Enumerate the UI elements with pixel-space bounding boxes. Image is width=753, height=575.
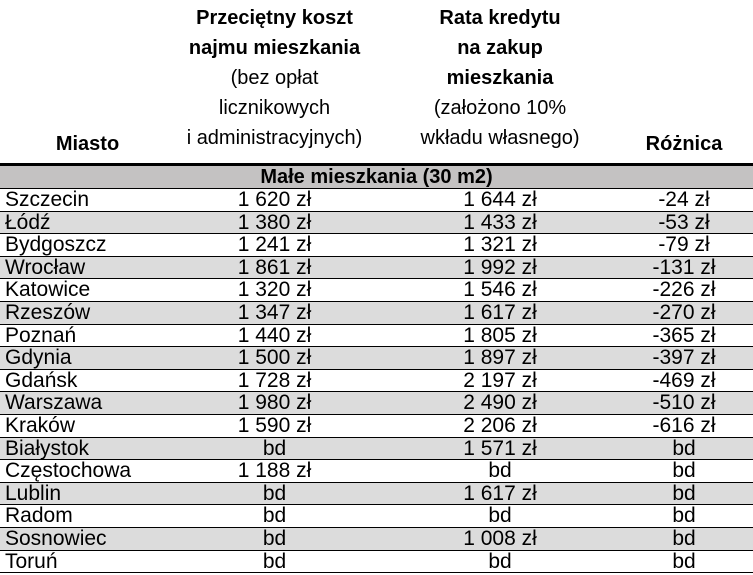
header-rent-line5: i administracyjnych) [186, 127, 363, 149]
cell-difference: bd [672, 436, 696, 460]
cell-difference: bd [672, 459, 696, 483]
table-row [0, 189, 753, 212]
header-loan-line5: wkładu własnego) [420, 127, 580, 149]
table-row [0, 438, 753, 461]
cell-rent: 1 320 zł [237, 278, 312, 302]
cell-loan: 1 644 zł [463, 188, 537, 211]
cell-city: Gdańsk [5, 368, 78, 392]
cell-difference: -270 zł [652, 300, 716, 324]
cell-rent: bd [262, 481, 287, 505]
cell-city: Kraków [5, 413, 76, 437]
cell-difference: -616 zł [652, 413, 716, 437]
cell-rent: 1 188 zł [237, 459, 312, 483]
cell-rent: 1 590 zł [237, 413, 312, 437]
cell-loan: 1 617 zł [463, 481, 537, 505]
table-row [0, 392, 753, 415]
cell-city: Poznań [5, 323, 77, 347]
header-loan-line2: na zakup [457, 37, 543, 59]
cell-city: Białystok [5, 436, 90, 460]
cell-difference: bd [672, 481, 696, 505]
table-row [0, 234, 753, 257]
cell-city: Toruń [5, 549, 58, 573]
table-row [0, 551, 753, 574]
cell-city: Gdynia [5, 346, 72, 370]
table-row [0, 370, 753, 393]
table-body [0, 189, 753, 573]
cell-loan: 1 433 zł [463, 210, 537, 234]
cell-loan: 1 805 zł [463, 323, 537, 347]
cell-difference: bd [672, 504, 696, 528]
cell-difference: -365 zł [652, 323, 716, 347]
header-difference: Różnica [645, 133, 723, 155]
cell-loan: 2 490 zł [463, 391, 537, 415]
cell-loan: bd [488, 549, 512, 573]
table-row [0, 257, 753, 280]
cell-city: Radom [5, 504, 73, 528]
cell-loan: 1 008 zł [463, 526, 537, 550]
header-loan-line1: Rata kredytu [439, 7, 561, 29]
cell-rent: 1 980 zł [237, 391, 312, 415]
header-loan-line4: (założono 10% [433, 97, 567, 119]
cell-rent: bd [262, 436, 287, 460]
section-title: Małe mieszkania (30 m2) [0, 166, 753, 189]
cell-loan: 1 617 zł [463, 300, 537, 324]
header-rent [152, 3, 397, 153]
cell-city: Częstochowa [5, 459, 132, 483]
cell-rent: bd [262, 526, 287, 550]
table-row [0, 483, 753, 506]
header-loan [385, 3, 615, 153]
cell-difference: bd [672, 549, 696, 573]
table-row [0, 212, 753, 235]
cell-city: Sosnowiec [5, 526, 107, 550]
header-rent-line4: licznikowych [218, 97, 331, 119]
cell-rent: 1 380 zł [237, 210, 312, 234]
cell-difference: -510 zł [652, 391, 716, 415]
cell-city: Bydgoszcz [5, 233, 107, 257]
cell-difference: -53 zł [658, 210, 710, 234]
cell-difference: -226 zł [652, 278, 716, 302]
cell-rent: 1 861 zł [237, 255, 312, 279]
cell-rent: 1 440 zł [237, 323, 312, 347]
cell-loan: 2 206 zł [463, 413, 537, 437]
header-rent-line1: Przeciętny koszt [196, 7, 353, 29]
cell-difference: -469 zł [652, 368, 716, 392]
table-row [0, 347, 753, 370]
cell-rent: 1 241 zł [237, 233, 312, 257]
header-city: Miasto [55, 133, 120, 155]
cell-loan: 1 321 zł [463, 233, 537, 257]
cell-rent: 1 500 zł [237, 346, 312, 370]
cell-city: Warszawa [5, 391, 103, 415]
cell-difference: -79 zł [658, 233, 710, 257]
table-row [0, 415, 753, 438]
header-rent-line2: najmu mieszkania [188, 37, 361, 59]
table-row [0, 279, 753, 302]
cell-loan: 1 571 zł [463, 436, 537, 460]
cell-difference: -131 zł [652, 255, 716, 279]
cell-difference: -24 zł [658, 188, 710, 211]
table-header [0, 0, 753, 166]
cell-loan: bd [488, 459, 512, 483]
cell-difference: bd [672, 526, 696, 550]
cell-city: Łódź [5, 210, 51, 234]
cell-loan: 1 897 zł [463, 346, 537, 370]
cell-city: Szczecin [5, 188, 90, 211]
header-rent-line3: (bez opłat [230, 67, 319, 89]
table-row [0, 460, 753, 483]
cell-loan: bd [488, 504, 512, 528]
header-loan-line3: mieszkania [446, 67, 554, 89]
table-row [0, 528, 753, 551]
table-row [0, 302, 753, 325]
cell-city: Wrocław [5, 255, 86, 279]
cell-rent: 1 347 zł [237, 300, 312, 324]
table-row [0, 325, 753, 348]
cell-rent: 1 728 zł [237, 368, 312, 392]
cell-loan: 2 197 zł [463, 368, 537, 392]
cell-city: Katowice [5, 278, 91, 302]
cell-loan: 1 992 zł [463, 255, 537, 279]
cell-rent: bd [262, 504, 287, 528]
cell-city: Lublin [5, 481, 62, 505]
cell-rent: bd [262, 549, 287, 573]
cell-difference: -397 zł [652, 346, 716, 370]
table-row [0, 505, 753, 528]
cell-rent: 1 620 zł [237, 188, 312, 211]
cell-loan: 1 546 zł [463, 278, 537, 302]
cell-city: Rzeszów [5, 300, 91, 324]
